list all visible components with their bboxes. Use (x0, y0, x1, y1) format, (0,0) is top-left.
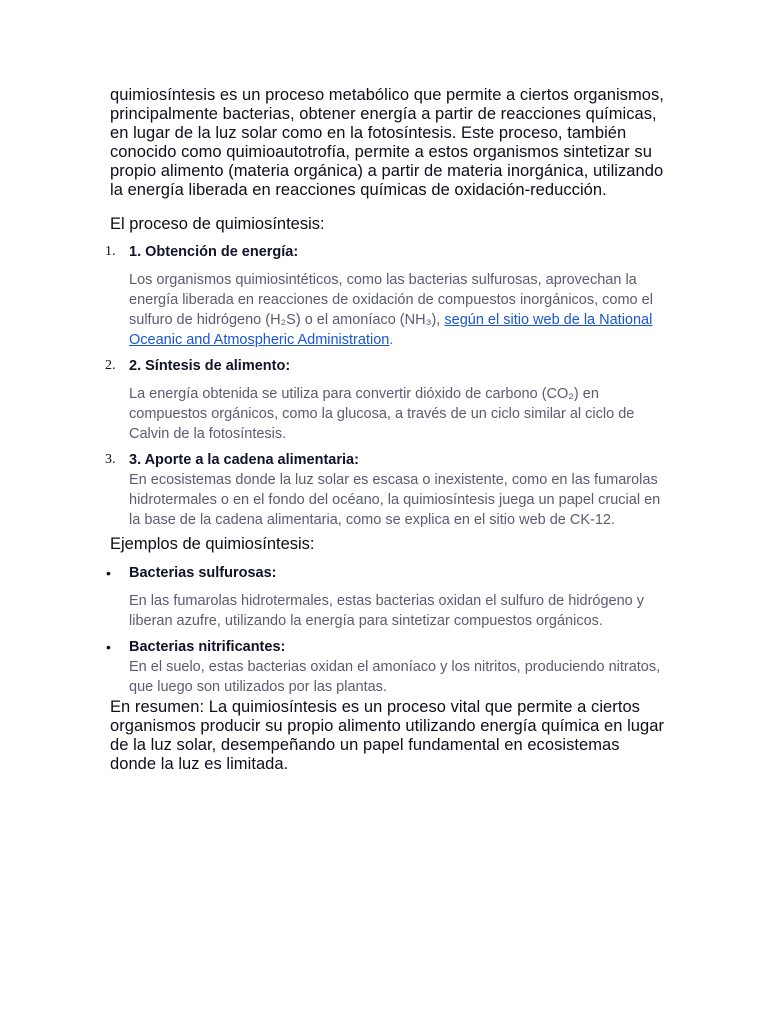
example-title: Bacterias sulfurosas: (129, 565, 277, 581)
step-title: 2. Síntesis de alimento: (129, 358, 291, 374)
noaa-link[interactable]: según el sitio web de la National Oceanic and Atmospheric Administration (129, 312, 653, 348)
process-steps-list (105, 242, 670, 530)
process-heading: El proceso de quimiosíntesis: (110, 215, 325, 233)
step-body: La energía obtenida se utiliza para convertir dióxido de carbono (CO₂) en compuestos orgánicos, como la glucosa, a través de un ciclo similar al ciclo de Calvin de la fotosíntesis. (129, 386, 635, 442)
list-marker: 1. (105, 244, 116, 259)
step-title: 3. Aporte a la cadena alimentaria: (129, 452, 359, 468)
step-body-text: Los organismos quimiosintéticos, como las bacterias sulfurosas, aprovechan la energía liberada en reacciones de oxidación de compuestos inorgánicos, como el sulfuro de hidrógeno (H₂S) o el amoníaco (NH₃), (129, 272, 653, 328)
step-body-end: . (389, 332, 394, 348)
list-marker: 2. (105, 358, 116, 373)
examples-heading: Ejemplos de quimiosíntesis: (110, 535, 315, 553)
example-body: En el suelo, estas bacterias oxidan el amoníaco y los nitritos, produciendo nitratos, que luego son utilizados por las plantas. (129, 659, 661, 695)
list-item (106, 637, 670, 697)
bullet-marker: • (106, 565, 111, 581)
summary-paragraph: En resumen: La quimiosíntesis es un proceso vital que permite a ciertos organismos producir su propio alimento utilizando energía química en lugar de la luz solar, desempeñando un papel fundamental en ecosistemas donde la luz es limitada. (110, 698, 665, 773)
list-item (106, 563, 670, 631)
intro-paragraph: quimiosíntesis es un proceso metabólico que permite a ciertos organismos, principalmente bacterias, obtener energía a partir de reacciones químicas, en lugar de la luz solar como en la fotosíntesis. Este proceso, también conocido como quimioautotrofía, permite a estos organismos sintetizar su propio alimento (materia orgánica) a partir de materia inorgánica, utilizando la energía liberada en reacciones químicas de oxidación-reducción. (110, 86, 664, 199)
step-title: 1. Obtención de energía: (129, 244, 299, 260)
list-marker: 3. (105, 452, 116, 467)
list-item (105, 450, 670, 530)
example-body: En las fumarolas hidrotermales, estas bacterias oxidan el sulfuro de hidrógeno y liberan azufre, utilizando la energía para sintetizar compuestos orgánicos. (129, 593, 645, 629)
list-item (105, 356, 670, 444)
list-item (105, 242, 670, 350)
examples-list (106, 563, 670, 697)
document-page (105, 86, 670, 774)
step-body (129, 270, 669, 350)
step-body: En ecosistemas donde la luz solar es escasa o inexistente, como en las fumarolas hidrotermales o en el fondo del océano, la quimiosíntesis juega un papel crucial en la base de la cadena alimentaria, como se explica en el sitio web de CK-12. (129, 472, 661, 528)
bullet-marker: • (106, 639, 111, 655)
example-title: Bacterias nitrificantes: (129, 639, 286, 655)
